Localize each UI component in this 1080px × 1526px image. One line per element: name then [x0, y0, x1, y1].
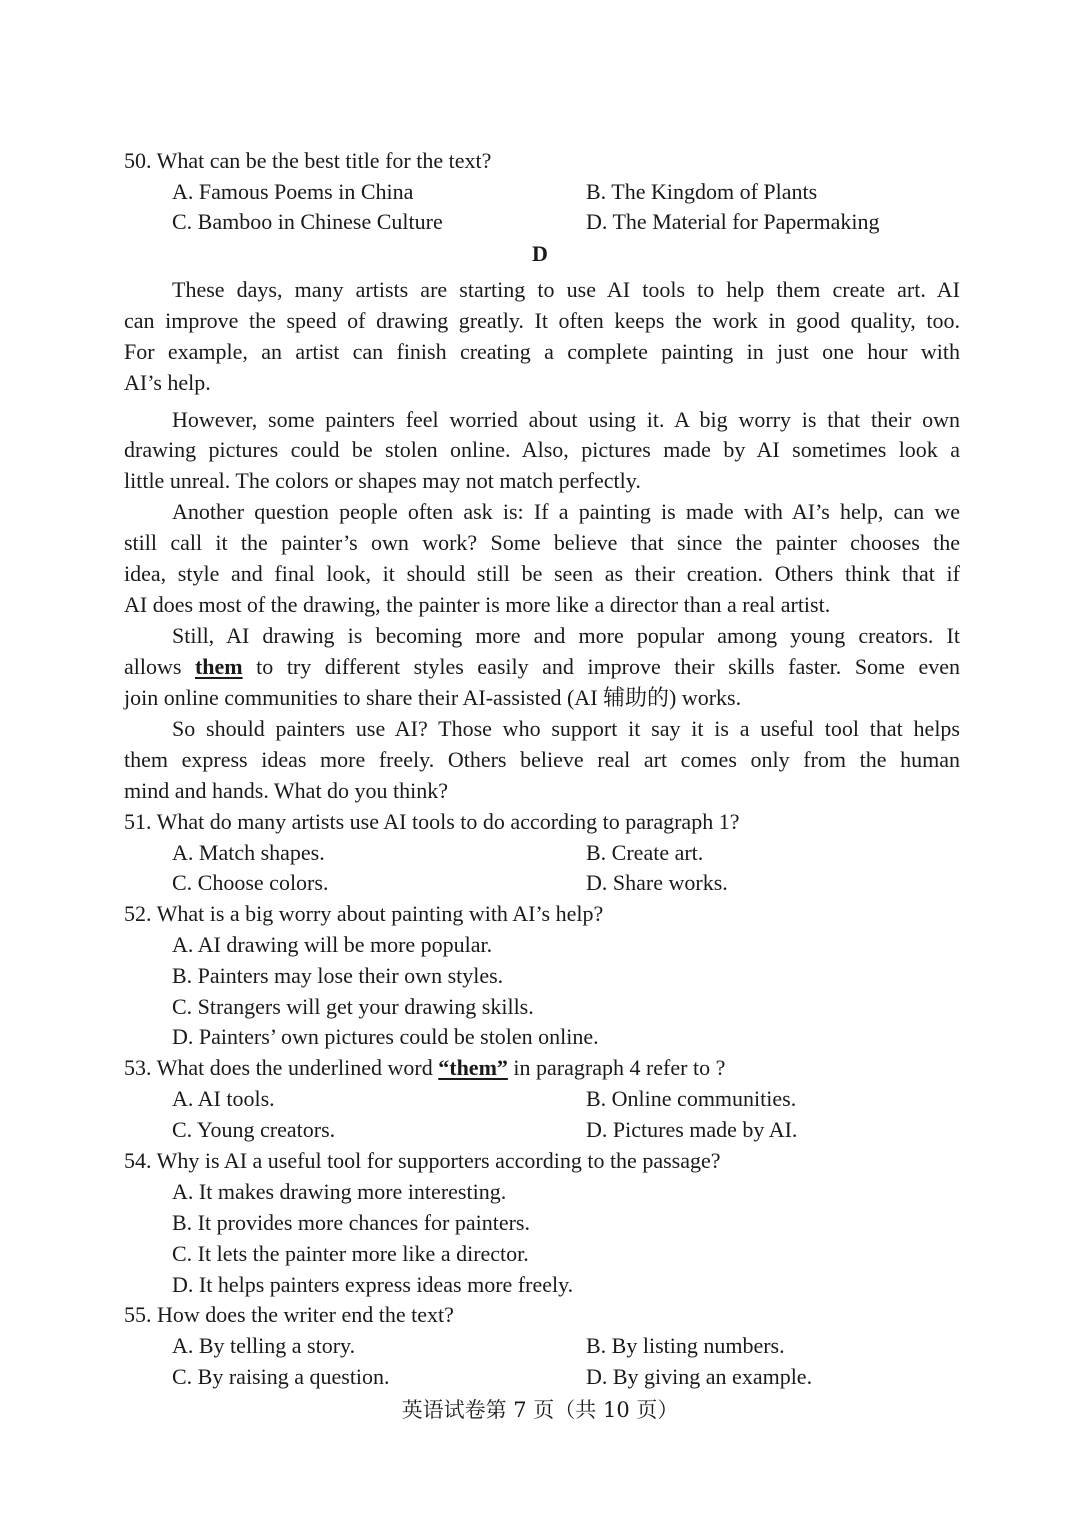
- q52-option-a: A. AI drawing will be more popular.: [172, 932, 493, 957]
- passage-p3-line3: idea, style and final look, it should still be seen as their creation. Others think that if: [124, 561, 960, 586]
- q54-option-b: B. It provides more chances for painters.: [172, 1210, 530, 1235]
- passage-p1-line3: For example, an artist can finish creating a complete painting in just one hour with: [124, 339, 960, 364]
- passage-p1-line1: These days, many artists are starting to use AI tools to help them create art. AI: [172, 277, 960, 302]
- q55-option-a: A. By telling a story.: [172, 1333, 356, 1358]
- q53-stem-post: in paragraph 4 refer to ?: [507, 1055, 726, 1080]
- q51-option-b: B. Create art.: [586, 840, 704, 865]
- q55-option-d: D. By giving an example.: [586, 1364, 813, 1389]
- section-heading: D: [532, 241, 548, 266]
- page-footer: 英语试卷第 7 页（共 10 页）: [401, 1398, 679, 1422]
- q53-option-b: B. Online communities.: [586, 1086, 797, 1111]
- q50-option-a: A. Famous Poems in China: [172, 179, 414, 204]
- passage-p2-line1: However, some painters feel worried about using it. A big worry is that their own: [172, 407, 960, 432]
- passage-p4-line2: [124, 652, 960, 682]
- q50-option-d: D. The Material for Papermaking: [586, 209, 880, 234]
- q53-stem: [124, 1053, 725, 1083]
- passage-p5-line2: them express ideas more freely. Others believe real art comes only from the human: [124, 747, 960, 772]
- q50-option-b: B. The Kingdom of Plants: [586, 179, 818, 204]
- q54-stem: 54. Why is AI a useful tool for supporters according to the passage?: [124, 1148, 721, 1173]
- passage-p4-line1: Still, AI drawing is becoming more and more popular among young creators. It: [172, 623, 960, 648]
- q52-option-d: D. Painters’ own pictures could be stolen online.: [172, 1024, 599, 1049]
- q52-stem: 52. What is a big worry about painting with AI’s help?: [124, 901, 604, 926]
- passage-p1-line4: AI’s help.: [124, 370, 211, 395]
- q53-option-a: A. AI tools.: [172, 1086, 275, 1111]
- passage-p4-line2-post: to try different styles easily and improve their skills faster. Some even: [242, 654, 960, 679]
- q50-option-c: C. Bamboo in Chinese Culture: [172, 209, 443, 234]
- passage-p5-line1: So should painters use AI? Those who support it say it is a useful tool that helps: [172, 716, 960, 741]
- q55-option-c: C. By raising a question.: [172, 1364, 390, 1389]
- q52-option-b: B. Painters may lose their own styles.: [172, 963, 504, 988]
- q51-option-a: A. Match shapes.: [172, 840, 325, 865]
- passage-p4-line2-pre: allows: [124, 654, 195, 679]
- passage-p1-line2: can improve the speed of drawing greatly. It often keeps the work in good quality, too.: [124, 308, 960, 333]
- q54-option-c: C. It lets the painter more like a director.: [172, 1241, 529, 1266]
- q54-option-d: D. It helps painters express ideas more freely.: [172, 1272, 574, 1297]
- q53-underlined-word: “them”: [438, 1055, 508, 1080]
- q54-option-a: A. It makes drawing more interesting.: [172, 1179, 507, 1204]
- q50-stem: 50. What can be the best title for the text?: [124, 148, 492, 173]
- passage-p5-line3: mind and hands. What do you think?: [124, 778, 449, 803]
- passage-p3-line1: Another question people often ask is: If a painting is made with AI’s help, can we: [172, 499, 960, 524]
- q55-stem: 55. How does the writer end the text?: [124, 1302, 454, 1327]
- q53-option-c: C. Young creators.: [172, 1117, 336, 1142]
- q52-option-c: C. Strangers will get your drawing skills.: [172, 994, 534, 1019]
- passage-p2-line2: drawing pictures could be stolen online. Also, pictures made by AI sometimes look a: [124, 437, 960, 462]
- passage-p3-line4: AI does most of the drawing, the painter is more like a director than a real artist.: [124, 592, 831, 617]
- passage-p3-line2: still call it the painter’s own work? Some believe that since the painter chooses the: [124, 530, 960, 555]
- passage-p2-line3: little unreal. The colors or shapes may not match perfectly.: [124, 468, 641, 493]
- q51-stem: 51. What do many artists use AI tools to do according to paragraph 1?: [124, 809, 740, 834]
- q51-option-c: C. Choose colors.: [172, 870, 329, 895]
- q51-option-d: D. Share works.: [586, 870, 728, 895]
- q53-option-d: D. Pictures made by AI.: [586, 1117, 798, 1142]
- q55-option-b: B. By listing numbers.: [586, 1333, 785, 1358]
- underlined-word-them: them: [194, 654, 243, 679]
- q53-stem-pre: 53. What does the underlined word: [124, 1055, 439, 1080]
- passage-p4-line3: join online communities to share their AI-assisted (AI 辅助的) works.: [124, 685, 742, 710]
